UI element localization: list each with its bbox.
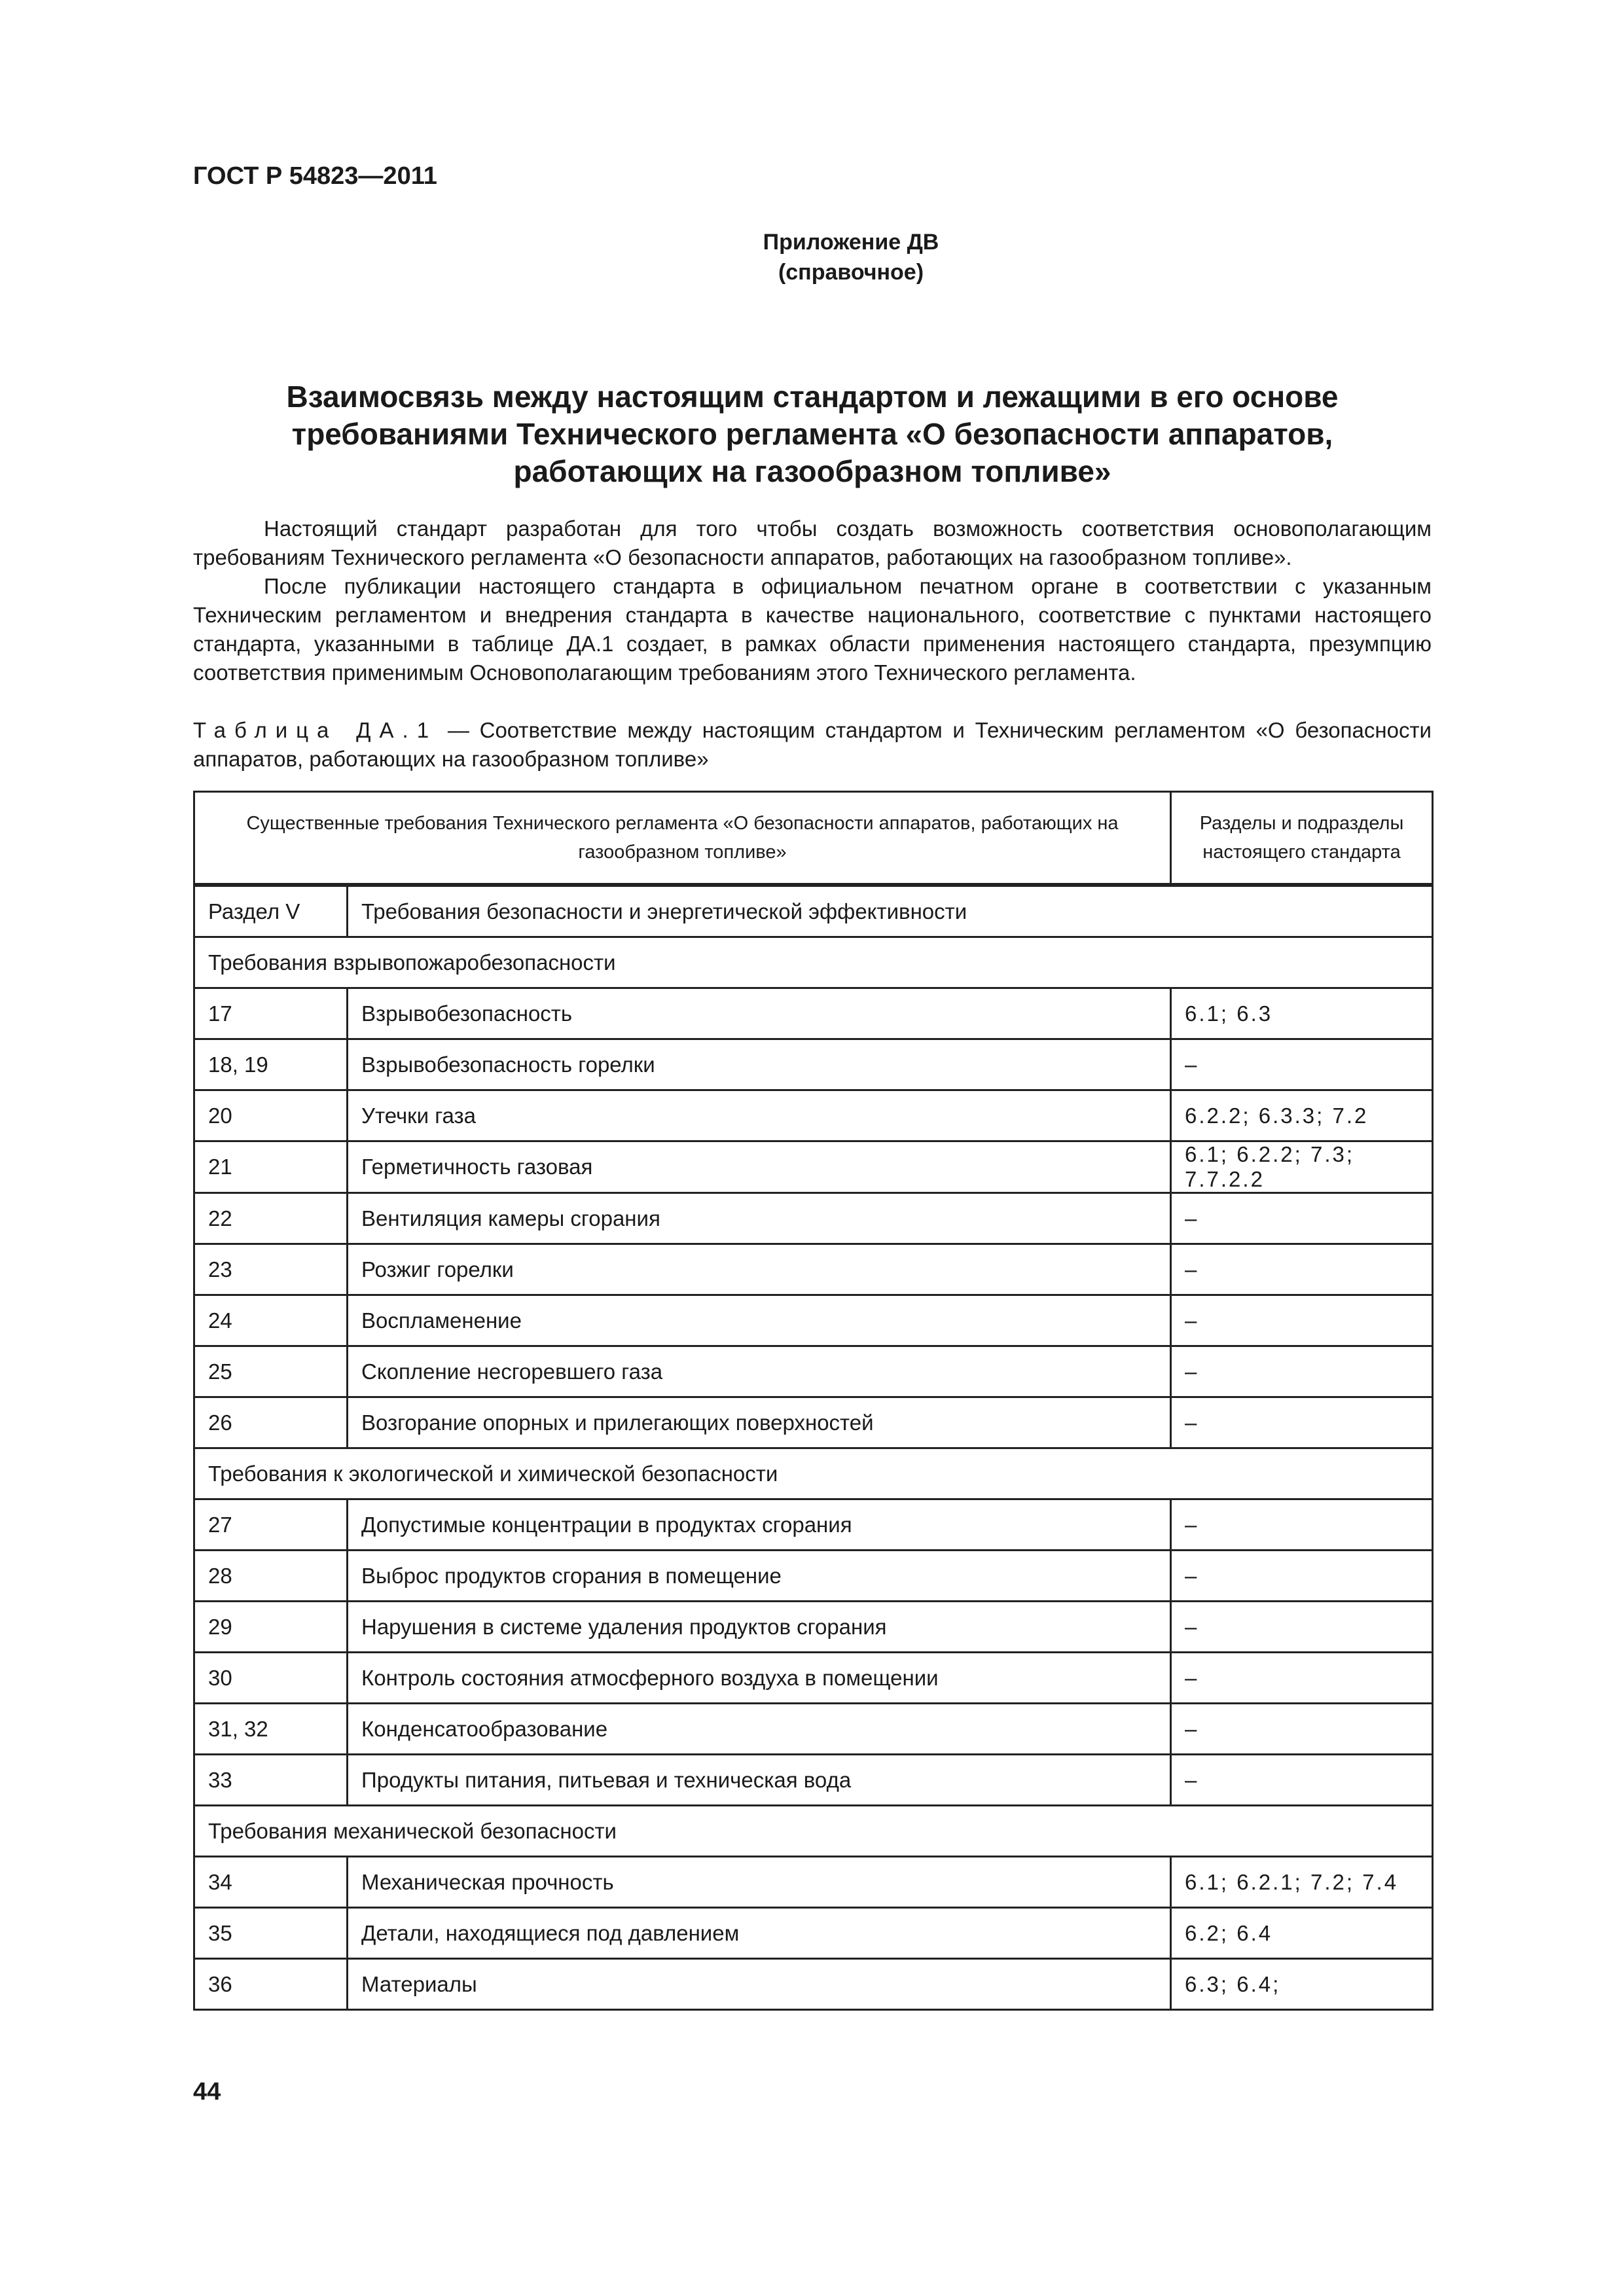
requirement-number: 22 [194, 1193, 348, 1244]
requirement-number: 36 [194, 1959, 348, 2010]
standard-sections: – [1171, 1397, 1433, 1448]
standard-sections: – [1171, 1346, 1433, 1397]
table-row [194, 1141, 1433, 1193]
page-title: Взаимосвязь между настоящим стандартом и лежащими в его основе требованиями Технического регламента «О безопасности аппаратов, работающих на газообразном топливе» [286, 380, 1339, 488]
table-row [194, 1755, 1433, 1806]
table-caption-label: Таблица ДА.1 [193, 718, 438, 742]
requirement-name: Механическая прочность [348, 1857, 1171, 1908]
requirement-number: 35 [194, 1908, 348, 1959]
requirement-name: Воспламенение [348, 1295, 1171, 1346]
group-title: Требования к экологической и химической безопасности [194, 1448, 1433, 1499]
table-row [194, 1908, 1433, 1959]
standard-sections: 6.2.2; 6.3.3; 7.2 [1171, 1090, 1433, 1141]
table-row [194, 1653, 1433, 1704]
standard-sections: 6.3; 6.4; [1171, 1959, 1433, 2010]
table-row [194, 1090, 1433, 1141]
table-row [194, 1959, 1433, 2010]
table-row [194, 1346, 1433, 1397]
annex-name: Приложение ДВ [763, 230, 939, 255]
column-header-requirements: Существенные требования Технического регламента «О безопасности аппаратов, работающих на газообразном топливе» [194, 792, 1171, 886]
requirement-number: 18, 19 [194, 1039, 348, 1090]
standard-sections: – [1171, 1653, 1433, 1704]
requirement-name: Нарушения в системе удаления продуктов сгорания [348, 1602, 1171, 1653]
requirement-number: 25 [194, 1346, 348, 1397]
standard-sections: 6.1; 6.3 [1171, 988, 1433, 1039]
requirement-number: 33 [194, 1755, 348, 1806]
requirement-name: Возгорание опорных и прилегающих поверхностей [348, 1397, 1171, 1448]
requirement-name: Вентиляция камеры сгорания [348, 1193, 1171, 1244]
table-row [194, 1551, 1433, 1602]
standard-sections: – [1171, 1193, 1433, 1244]
table-caption-text: — Соответствие между настоящим стандартом и Техническим регламентом «О безопасности аппаратов, работающих на газообразном топливе» [193, 718, 1432, 771]
requirement-number: 30 [194, 1653, 348, 1704]
requirement-number: 27 [194, 1499, 348, 1551]
requirement-name: Утечки газа [348, 1090, 1171, 1141]
table-row [194, 988, 1433, 1039]
section-number: Раздел V [194, 885, 348, 937]
requirement-name: Продукты питания, питьевая и техническая вода [348, 1755, 1171, 1806]
requirement-number: 23 [194, 1244, 348, 1295]
table-row [194, 1193, 1433, 1244]
standard-sections: – [1171, 1295, 1433, 1346]
group-row [194, 1448, 1433, 1499]
requirement-number: 29 [194, 1602, 348, 1653]
requirement-number: 26 [194, 1397, 348, 1448]
requirement-name: Герметичность газовая [348, 1141, 1171, 1193]
table-row [194, 1857, 1433, 1908]
requirement-name: Выброс продуктов сгорания в помещение [348, 1551, 1171, 1602]
table-row [194, 1499, 1433, 1551]
standard-sections: 6.1; 6.2.1; 7.2; 7.4 [1171, 1857, 1433, 1908]
group-row [194, 937, 1433, 988]
requirement-name: Допустимые концентрации в продуктах сгорания [348, 1499, 1171, 1551]
group-title: Требования механической безопасности [194, 1806, 1433, 1857]
requirement-number: 28 [194, 1551, 348, 1602]
table-row [194, 1602, 1433, 1653]
standard-sections: – [1171, 1244, 1433, 1295]
requirement-name: Взрывобезопасность горелки [348, 1039, 1171, 1090]
page-number: 44 [193, 2078, 221, 2106]
standard-sections: – [1171, 1704, 1433, 1755]
standard-sections: – [1171, 1602, 1433, 1653]
paragraph: После публикации настоящего стандарта в официальном печатном органе в соответствии с указанным Техническим регламентом и внедрения стандарта в качестве национального, соответствие с пунктами настоящего стандарта, указанными в таблице ДА.1 создает, в рамках области применения настоящего стандарта, презумпцию соответствия применимым Основополагающим требованиям этого Технического регламента. [193, 574, 1432, 685]
document-code: ГОСТ Р 54823—2011 [193, 162, 437, 190]
table-row [194, 1397, 1433, 1448]
requirement-number: 17 [194, 988, 348, 1039]
requirement-number: 21 [194, 1141, 348, 1193]
requirement-name: Материалы [348, 1959, 1171, 2010]
table-row [194, 1704, 1433, 1755]
section-row [194, 885, 1433, 937]
standard-sections: – [1171, 1755, 1433, 1806]
correspondence-table [193, 791, 1434, 2011]
requirement-name: Контроль состояния атмосферного воздуха в помещении [348, 1653, 1171, 1704]
requirement-name: Скопление несгоревшего газа [348, 1346, 1171, 1397]
table-row [194, 1244, 1433, 1295]
standard-sections: – [1171, 1499, 1433, 1551]
standard-sections: 6.1; 6.2.2; 7.3; 7.7.2.2 [1171, 1141, 1433, 1193]
requirement-number: 20 [194, 1090, 348, 1141]
standard-sections: 6.2; 6.4 [1171, 1908, 1433, 1959]
table-row [194, 1295, 1433, 1346]
requirement-number: 31, 32 [194, 1704, 348, 1755]
standard-sections: – [1171, 1551, 1433, 1602]
requirement-number: 24 [194, 1295, 348, 1346]
group-title: Требования взрывопожаробезопасности [194, 937, 1433, 988]
requirement-name: Конденсатообразование [348, 1704, 1171, 1755]
requirement-name: Детали, находящиеся под давлением [348, 1908, 1171, 1959]
table-row [194, 1039, 1433, 1090]
annex-kind: (справочное) [778, 260, 924, 285]
column-header-sections: Разделы и подразделы настоящего стандарта [1171, 792, 1433, 886]
standard-sections: – [1171, 1039, 1433, 1090]
requirement-number: 34 [194, 1857, 348, 1908]
requirement-name: Розжиг горелки [348, 1244, 1171, 1295]
section-title: Требования безопасности и энергетической эффективности [348, 885, 1433, 937]
group-row [194, 1806, 1433, 1857]
requirement-name: Взрывобезопасность [348, 988, 1171, 1039]
table-header-row [194, 792, 1433, 886]
table-caption [193, 716, 1432, 774]
paragraph: Настоящий стандарт разработан для того чтобы создать возможность соответствия основополагающим требованиям Технического регламента «О безопасности аппаратов, работающих на газообразном топливе». [193, 516, 1432, 569]
